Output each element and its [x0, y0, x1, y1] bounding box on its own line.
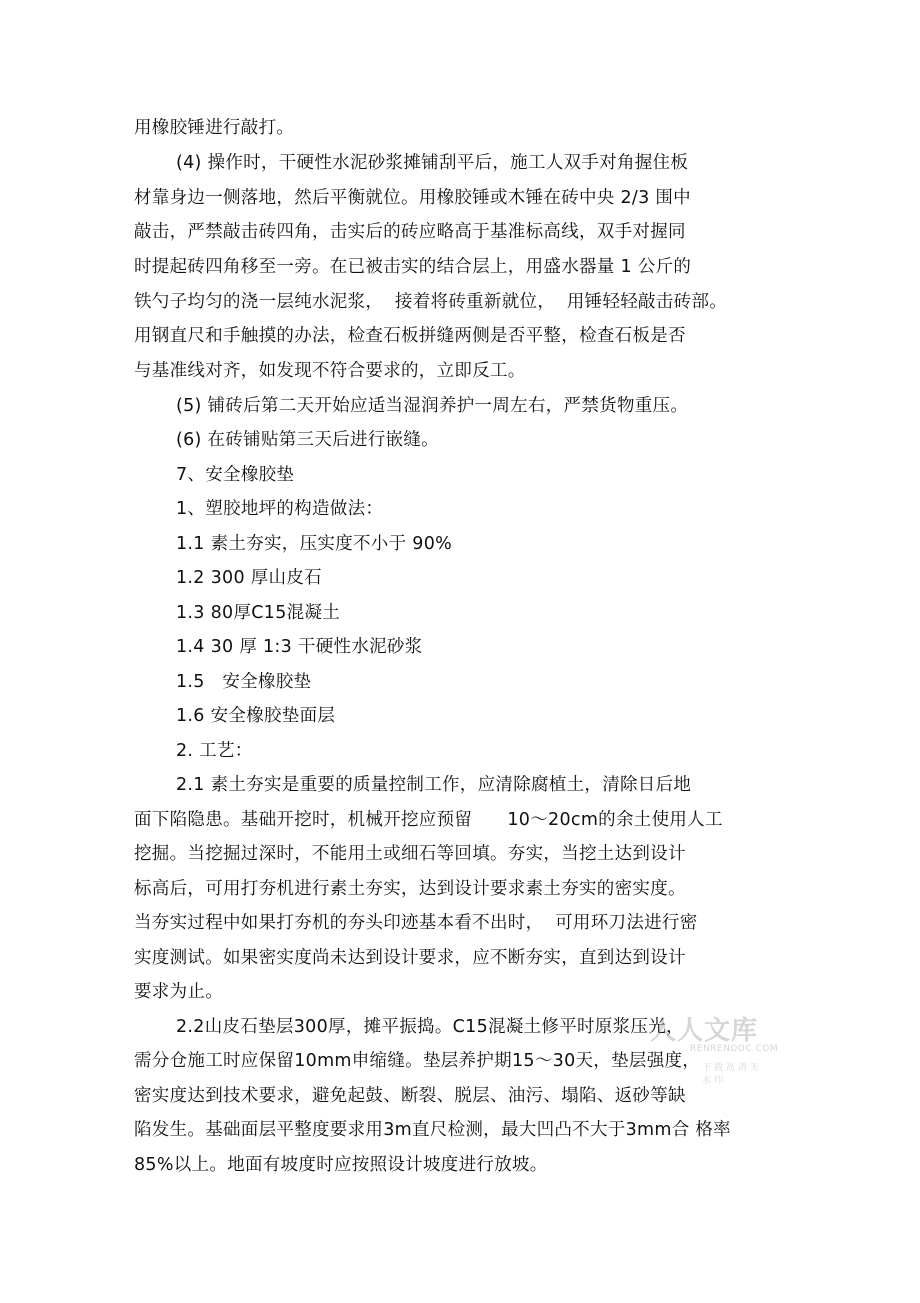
text-line: 与基准线对齐，如发现不符合要求的，立即反工。 [134, 361, 526, 381]
text-line: 敲击，严禁敲击砖四角，击实后的砖应略高于基准标高线，双手对握同 [134, 222, 686, 242]
text-line: 材靠身边一侧落地，然后平衡就位。用橡胶锤或木锤在砖中央 2/3 围中 [134, 188, 691, 208]
watermark-site: RENRENDOC.COM [690, 1044, 779, 1054]
list-item: 1.4 30 厚 1:3 干硬性水泥砂浆 [176, 637, 423, 657]
text-line: 陷发生。基础面层平整度要求用3m直尺检测，最大凹凸不大于3mm合 格率 [134, 1120, 731, 1140]
text-line: 标高后，可用打夯机进行素土夯实，达到设计要求素土夯实的密实度。 [134, 879, 686, 899]
list-item: 1.5 安全橡胶垫 [176, 672, 312, 692]
text-line: 用橡胶锤进行敲打。 [134, 118, 295, 138]
text-line: 需分仓施工时应保留10mm申缩缝。垫层养护期15～30天，垫层强度， [134, 1051, 701, 1071]
text-line: (5) 铺砖后第二天开始应适当湿润养护一周左右，严禁货物重压。 [176, 396, 689, 416]
watermark-title: 人人文库 [650, 1016, 759, 1046]
text-line: (6) 在砖铺贴第三天后进行嵌缝。 [176, 430, 439, 450]
text-line: 铁勺子均匀的浇一层纯水泥浆， 接着将砖重新就位， 用锤轻轻敲击砖部。 [134, 292, 728, 312]
text-line: 密实度达到技术要求，避免起鼓、断裂、脱层、油污、塌陷、返砂等缺 [134, 1086, 686, 1106]
text-line: 实度测试。如果密实度尚未达到设计要求，应不断夯实，直到达到设计 [134, 948, 686, 968]
watermark-slogan: 下载高清无水印 [702, 1063, 763, 1086]
text-line: 85%以上。地面有坡度时应按照设计坡度进行放坡。 [134, 1155, 548, 1175]
text-line: 时提起砖四角移至一旁。在已被击实的结合层上，用盛水器量 1 公斤的 [134, 257, 692, 277]
text-line: 2.1 素土夯实是重要的质量控制工作，应清除腐植土，清除日后地 [176, 775, 692, 795]
text-line: 2.2山皮石垫层300厚，摊平振捣。C15混凝土修平时原浆压光， [176, 1017, 684, 1037]
text-line: 要求为止。 [134, 982, 223, 1002]
list-item: 1.6 安全橡胶垫面层 [176, 706, 336, 726]
section-heading: 2. 工艺： [176, 741, 253, 761]
text-line: 当夯实过程中如果打夯机的夯头印迹基本看不出时， 可用环刀法进行密 [134, 913, 698, 933]
section-heading: 7、安全橡胶垫 [176, 465, 295, 485]
watermark-logo [650, 1010, 779, 1086]
text-line: (4) 操作时，干硬性水泥砂浆摊铺刮平后，施工人双手对角握住板 [176, 153, 689, 173]
list-item: 1.2 300 厚山皮石 [176, 568, 322, 588]
list-item: 1.1 素土夯实，压实度不小于 90% [176, 534, 453, 554]
list-item: 1.3 80厚C15混凝土 [176, 603, 341, 623]
text-line: 面下陷隐患。基础开挖时，机械开挖应预留 10～20cm的余土使用人工 [134, 810, 723, 830]
text-line: 1、塑胶地坪的构造做法： [176, 499, 384, 519]
text-line: 用钢直尺和手触摸的办法，检查石板拼缝两侧是否平整，检查石板是否 [134, 326, 686, 346]
text-line: 挖掘。当挖掘过深时，不能用土或细石等回填。夯实，当挖土达到设计 [134, 844, 686, 864]
